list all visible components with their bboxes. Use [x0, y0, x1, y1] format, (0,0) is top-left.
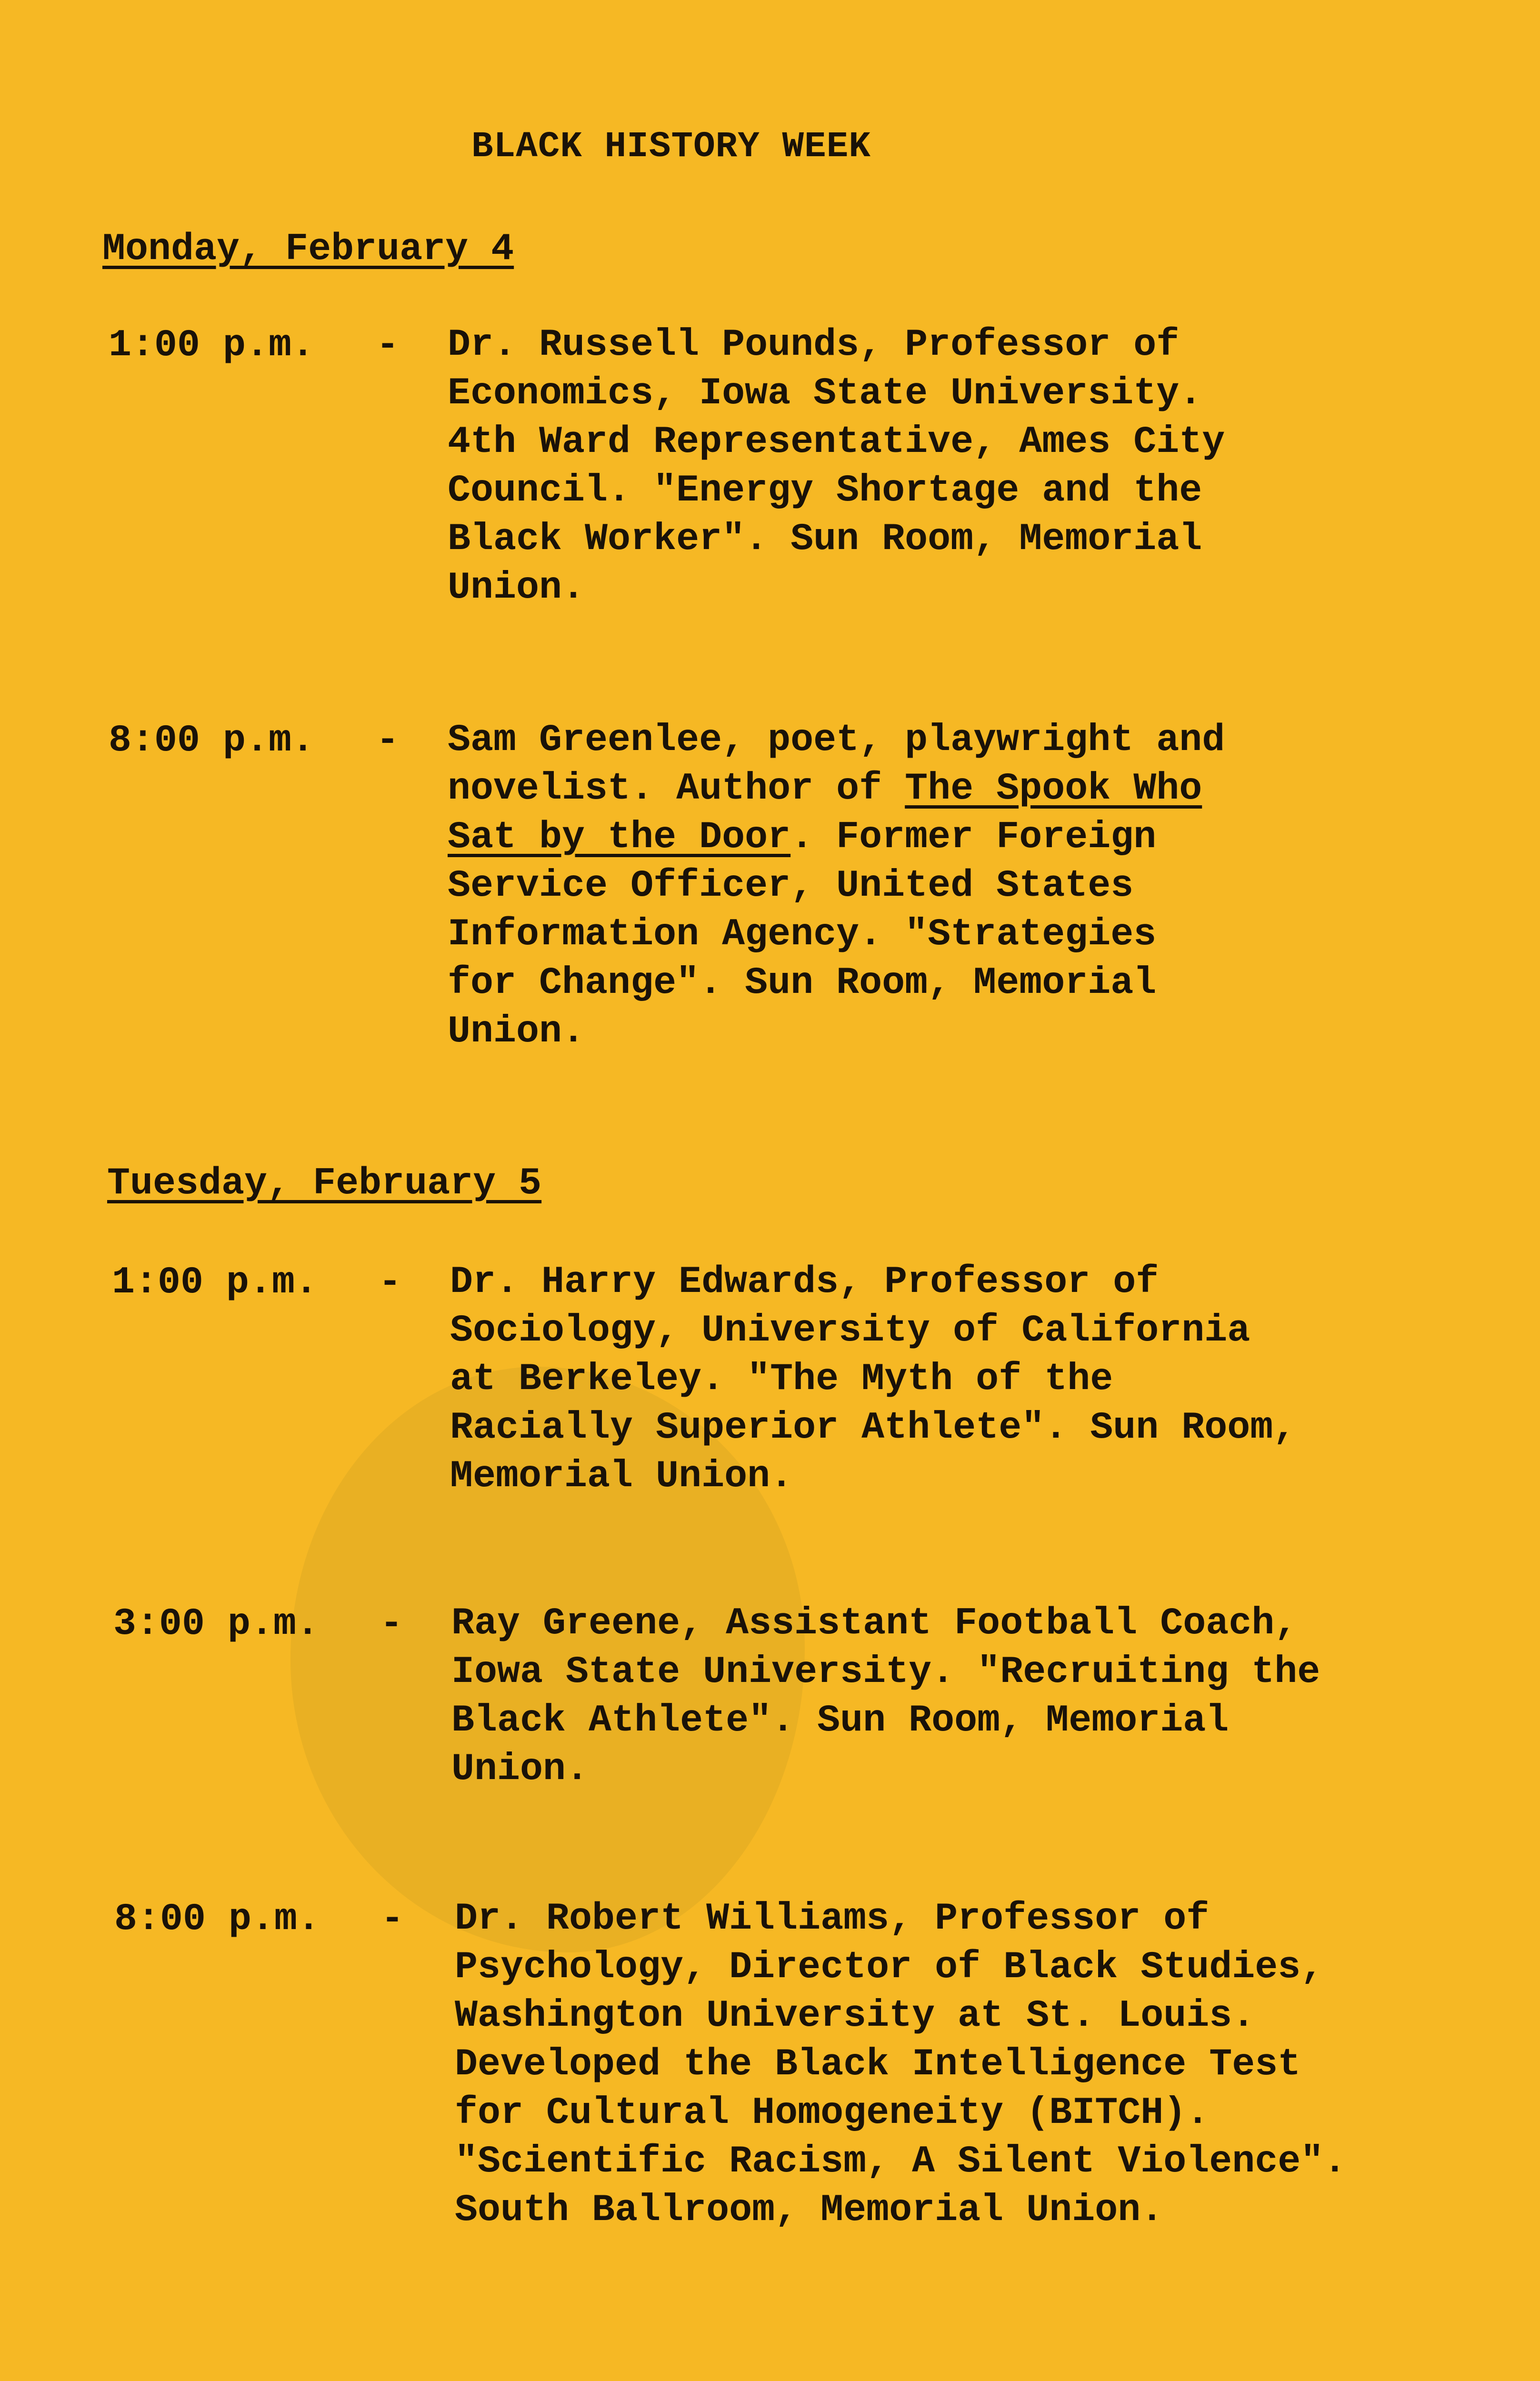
description-line: Memorial Union. — [450, 1455, 793, 1498]
description-line: Service Officer, United States — [448, 864, 1134, 908]
description-line: South Ballroom, Memorial Union. — [455, 2189, 1164, 2232]
description-line: at Berkeley. "The Myth of the — [450, 1358, 1113, 1401]
description-line: Union. — [448, 1010, 585, 1053]
description-line: for Cultural Homogeneity (BITCH). — [455, 2091, 1210, 2135]
day-heading-monday: Monday, February 4 — [102, 228, 514, 271]
description-line: Washington University at St. Louis. — [455, 1994, 1255, 2038]
description-line: Sociology, University of California — [450, 1309, 1250, 1352]
description-line: Economics, Iowa State University. — [448, 372, 1202, 415]
description-line — [448, 765, 1438, 813]
description-line: Developed the Black Intelligence Test — [455, 2043, 1301, 2086]
description-line: for Change". Sun Room, Memorial — [448, 961, 1157, 1005]
event-time: 8:00 p.m. — [114, 1898, 320, 1941]
event-time: 8:00 p.m. — [109, 719, 315, 762]
description-text: . Former Foreign — [790, 816, 1157, 859]
description-line: Dr. Robert Williams, Professor of — [455, 1897, 1210, 1941]
event-dash: - — [381, 1898, 404, 1941]
event-description — [448, 321, 1438, 612]
event-description — [450, 1258, 1440, 1501]
description-line: Black Athlete". Sun Room, Memorial — [451, 1699, 1229, 1742]
description-line: Dr. Harry Edwards, Professor of — [450, 1261, 1159, 1304]
book-title-part-1: The Spook Who — [905, 767, 1202, 810]
event-time: 3:00 p.m. — [113, 1602, 320, 1646]
description-line: 4th Ward Representative, Ames City — [448, 420, 1225, 464]
event-description — [455, 1895, 1445, 2235]
event-dash: - — [376, 324, 400, 367]
book-title-part-2: Sat by the Door — [448, 816, 791, 859]
description-line: Sam Greenlee, poet, playwright and — [448, 719, 1225, 762]
description-line — [448, 813, 1438, 862]
description-line: Black Worker". Sun Room, Memorial — [448, 518, 1202, 561]
description-line: Ray Greene, Assistant Football Coach, — [451, 1602, 1298, 1645]
description-line: Union. — [448, 566, 585, 610]
event-time: 1:00 p.m. — [112, 1261, 318, 1304]
event-description — [448, 716, 1438, 1056]
description-line: Information Agency. "Strategies — [448, 913, 1157, 956]
page-title: BLACK HISTORY WEEK — [471, 126, 871, 167]
event-dash: - — [380, 1602, 403, 1646]
event-description — [451, 1600, 1442, 1794]
description-line: Council. "Energy Shortage and the — [448, 469, 1202, 512]
description-line: Iowa State University. "Recruiting the — [451, 1651, 1320, 1694]
event-dash: - — [376, 719, 400, 762]
description-line: Dr. Russell Pounds, Professor of — [448, 323, 1180, 367]
event-dash: - — [379, 1261, 402, 1304]
description-line: Union. — [451, 1748, 589, 1791]
description-line: "Scientific Racism, A Silent Violence". — [455, 2140, 1347, 2183]
description-line: Psychology, Director of Black Studies, — [455, 1946, 1324, 1989]
description-text: novelist. Author of — [448, 767, 905, 810]
description-line: Racially Superior Athlete". Sun Room, — [450, 1406, 1296, 1450]
day-heading-tuesday: Tuesday, February 5 — [107, 1162, 542, 1205]
event-time: 1:00 p.m. — [109, 324, 315, 367]
